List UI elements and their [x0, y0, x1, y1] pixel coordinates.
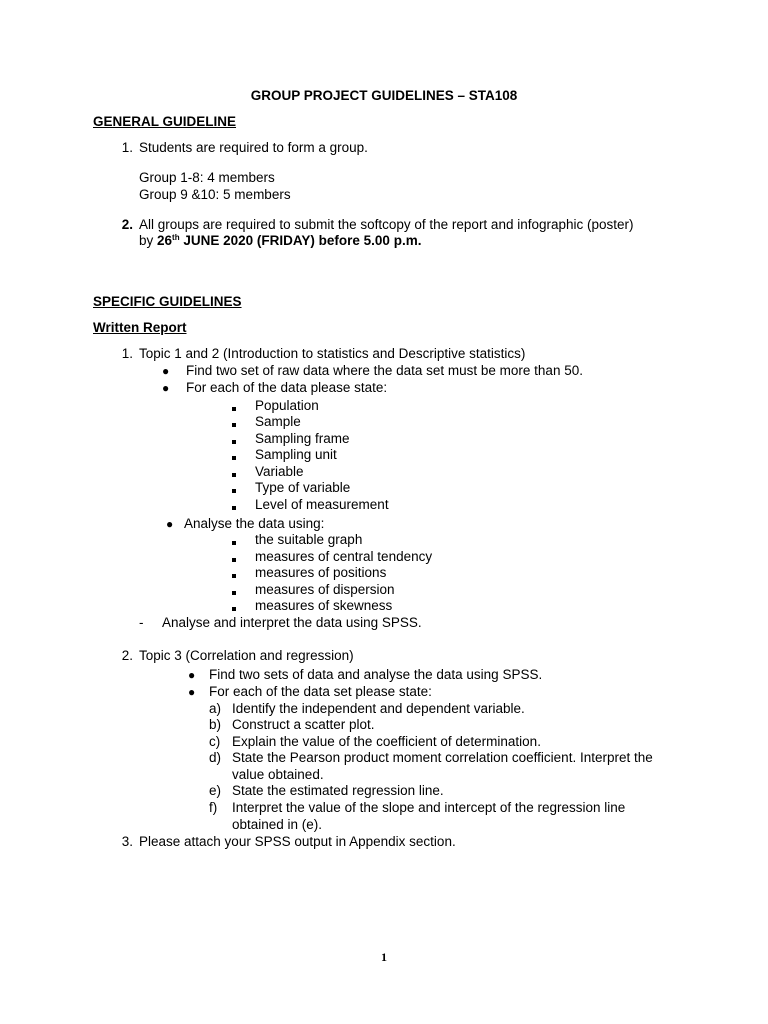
letter-item-text: Explain the value of the coefficient of determination. [232, 734, 541, 749]
dash-marker: - [139, 615, 144, 630]
square-bullet-icon [232, 583, 236, 599]
deadline-day: 26 [157, 233, 173, 248]
list-number: 1. [121, 346, 133, 361]
sub-item-text: measures of skewness [255, 598, 393, 613]
square-bullet-icon [232, 533, 236, 549]
group-line: Group 9 &10: 5 members [139, 187, 291, 202]
sub-item-text: Type of variable [255, 480, 351, 495]
topic-title: Topic 3 (Correlation and regression) [139, 648, 354, 663]
sub-item-text: Sampling frame [255, 431, 350, 446]
letter-item-continuation: obtained in (e). [232, 817, 323, 832]
specific-guidelines-heading: SPECIFIC GUIDELINES [93, 294, 242, 309]
document-title: GROUP PROJECT GUIDELINES – STA108 [250, 88, 518, 103]
list-number: 2. [121, 648, 133, 663]
bullet-icon: ● [188, 668, 196, 682]
bullet-icon: ● [162, 364, 170, 378]
sub-item-text: Population [255, 398, 319, 413]
letter-marker: a) [209, 701, 222, 716]
sub-item-text: Sample [255, 414, 301, 429]
submission-deadline [139, 233, 421, 249]
square-bullet-icon [232, 448, 236, 464]
dash-item-text: Analyse and interpret the data using SPSS. [162, 615, 422, 630]
bullet-text: Find two sets of data and analyse the data using SPSS. [209, 667, 543, 682]
bullet-icon: ● [188, 685, 196, 699]
general-guideline-heading: GENERAL GUIDELINE [93, 114, 237, 129]
letter-item-text: State the Pearson product moment correlation coefficient. Interpret the [232, 750, 653, 765]
square-bullet-icon [232, 550, 236, 566]
letter-item-text: Interpret the value of the slope and intercept of the regression line [232, 800, 626, 815]
letter-item-continuation: value obtained. [232, 767, 324, 782]
square-bullet-icon [232, 481, 236, 497]
sub-item-text: measures of positions [255, 565, 387, 580]
list-number: 3. [121, 834, 133, 849]
written-report-heading: Written Report [93, 320, 187, 335]
sub-item-text: Variable [255, 464, 304, 479]
sub-item-text: Sampling unit [255, 447, 337, 462]
bullet-text: Find two set of raw data where the data set must be more than 50. [186, 363, 583, 378]
sub-item-text: measures of central tendency [255, 549, 433, 564]
letter-item-text: Identify the independent and dependent variable. [232, 701, 525, 716]
bullet-text: For each of the data set please state: [209, 684, 432, 699]
bullet-icon: ● [166, 517, 174, 531]
square-bullet-icon [232, 415, 236, 431]
letter-marker: f) [209, 800, 218, 815]
deadline-by: by [139, 233, 158, 248]
bullet-icon: ● [162, 381, 170, 395]
list-item-text: All groups are required to submit the softcopy of the report and infographic (poster) [139, 217, 634, 232]
square-bullet-icon [232, 432, 236, 448]
square-bullet-icon [232, 566, 236, 582]
letter-item-text: State the estimated regression line. [232, 783, 444, 798]
sub-item-text: the suitable graph [255, 532, 363, 547]
sub-item-text: Level of measurement [255, 497, 389, 512]
bullet-text: Analyse the data using: [184, 516, 325, 531]
square-bullet-icon [232, 399, 236, 415]
group-line: Group 1-8: 4 members [139, 170, 275, 185]
letter-marker: e) [209, 783, 222, 798]
letter-marker: d) [209, 750, 222, 765]
list-number: 1. [121, 140, 133, 155]
square-bullet-icon [232, 498, 236, 514]
letter-marker: c) [209, 734, 221, 749]
sub-item-text: measures of dispersion [255, 582, 395, 597]
letter-item-text: Construct a scatter plot. [232, 717, 375, 732]
list-item-text: Please attach your SPSS output in Appendix section. [139, 834, 456, 849]
topic-title: Topic 1 and 2 (Introduction to statistics and Descriptive statistics) [139, 346, 526, 361]
letter-marker: b) [209, 717, 222, 732]
list-item-text: Students are required to form a group. [139, 140, 368, 155]
bullet-text: For each of the data please state: [186, 380, 388, 395]
list-number: 2. [121, 217, 133, 232]
page-number: 1 [381, 950, 387, 964]
deadline-rest: JUNE 2020 (FRIDAY) before 5.00 p.m. [179, 233, 422, 248]
square-bullet-icon [232, 465, 236, 481]
deadline-suffix: th [172, 233, 180, 242]
square-bullet-icon [232, 599, 236, 615]
